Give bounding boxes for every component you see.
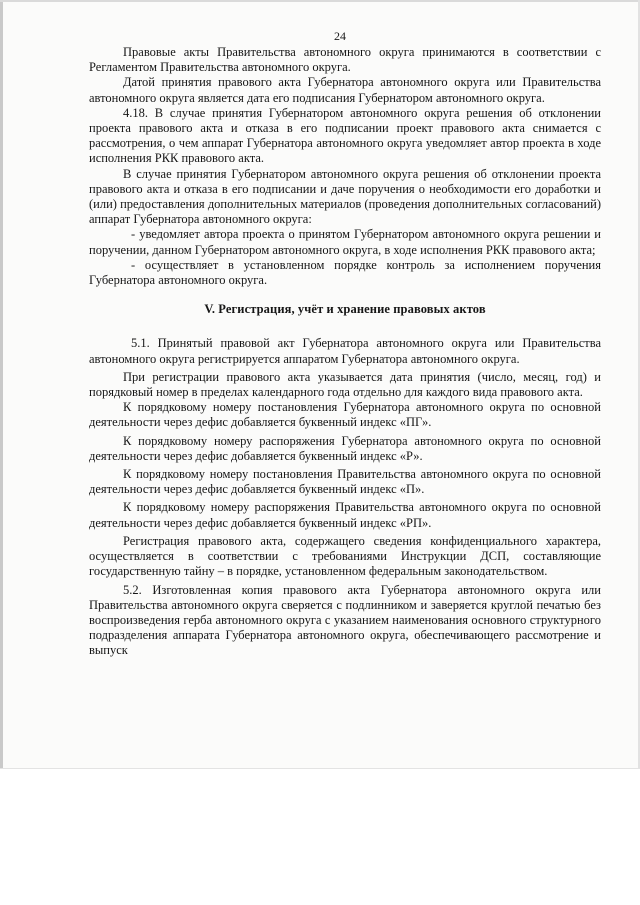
scan-edge-top — [0, 0, 640, 2]
clause-4-18: 4.18. В случае принятия Губернатором автономного округа решения об отклонении проекта правового акта и отказа в его подписании проект правового акта снимается с рассмотрения, о чем аппарат Губернатора автономного округа уведомляет автор проекта в ходе исполнения РКК правового акта. — [89, 105, 601, 166]
paragraph: Регистрация правового акта, содержащего сведения конфиденциального характера, осуществляется в соответствии с требованиями Инструкции ДСП, составляющие государственную тайну – в порядке, установленном федеральным законодательством. — [89, 533, 601, 579]
clause-5-1: 5.1. Принятый правовой акт Губернатора автономного округа или Правительства автономного округа регистрируется аппаратом Губернатора автономного округа. — [89, 336, 601, 366]
paragraph: К порядковому номеру постановления Правительства автономного округа по основной деятельности через дефис добавляется буквенный индекс «П». — [89, 467, 601, 497]
paragraph: Правовые акты Правительства автономного округа принимаются в соответствии с Регламентом Правительства автономного округа. — [89, 45, 601, 75]
paragraph: К порядковому номеру распоряжения Правительства автономного округа по основной деятельности через дефис добавляется буквенный индекс «РП». — [89, 500, 601, 530]
paragraph: В случае принятия Губернатором автономного округа решения об отклонении проекта правового акта и отказа в его подписании и даче поручения о необходимости его доработки и (или) предоставления дополнительных материалов (проведения дополнительных согласований) аппарат Губернатора автономного округа: — [89, 166, 601, 227]
page-number: 24 — [334, 29, 346, 43]
paragraph: К порядковому номеру распоряжения Губернатора автономного округа по основной деятельности через дефис добавляется буквенный индекс «Р». — [89, 433, 601, 463]
section-heading: V. Регистрация, учёт и хранение правовых актов — [204, 302, 486, 317]
scan-edge-left — [0, 0, 3, 768]
list-item: - уведомляет автора проекта о принятом Губернатором автономного округа решении и поручении, данном Губернатором автономного округа, в ходе исполнения РКК правового акта; — [89, 227, 601, 257]
paragraph: Датой принятия правового акта Губернатора автономного округа или Правительства автономного округа является дата его подписания Губернатором автономного округа. — [89, 75, 601, 105]
paragraph: К порядковому номеру постановления Губернатора автономного округа по основной деятельности через дефис добавляется буквенный индекс «ПГ». — [89, 400, 601, 430]
list-item: - осуществляет в установленном порядке контроль за исполнением поручения Губернатора автономного округа. — [89, 257, 601, 288]
paragraph: При регистрации правового акта указывается дата принятия (число, месяц, год) и порядковый номер в пределах календарного года отдельно для каждого вида правового акта. — [89, 369, 601, 400]
clause-5-2: 5.2. Изготовленная копия правового акта Губернатора автономного округа или Правительства автономного округа сверяется с подлинником и заверяется круглой печатью без воспроизведения герба автономного округа с указанием наименования основного структурного подразделения аппарата Губернатора автономного округа, обеспечивающего рассмотрение и выпуск — [89, 582, 601, 658]
document-body — [89, 45, 601, 659]
